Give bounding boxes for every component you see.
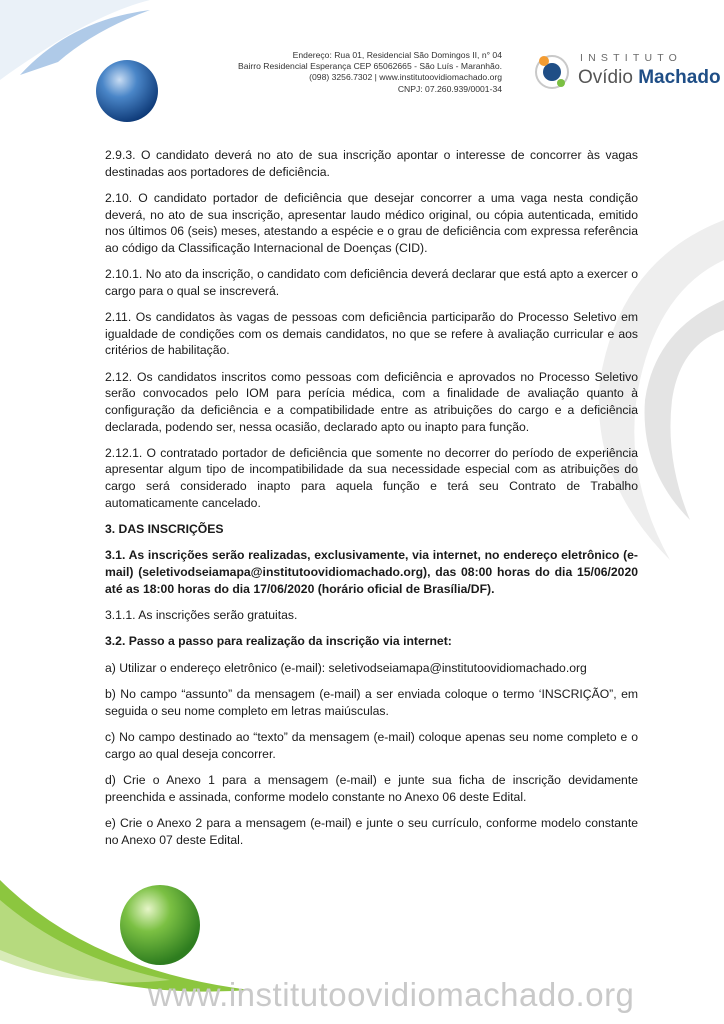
body-paragraph: 2.12.1. O contratado portador de deficiência que somente no decorrer do período de experiência apresentar algum tipo de incompatibilidade da sua necessidade especial com as atribuições do cargo será considerado inapto para aquela função e terá seu Contrato de Trabalho automaticamente cancelado. [105, 445, 638, 510]
address-line: (098) 3256.7302 | www.institutoovidiomachado.org [309, 72, 502, 83]
body-paragraph: 2.11. Os candidatos às vagas de pessoas com deficiência participarão do Processo Seletivo em igualdade de condições com os demais candidatos, no que se refere à avaliação curricular e aos critérios de habilitação. [105, 310, 638, 358]
logo-name-part2: Machado [638, 67, 721, 88]
body-paragraph: 2.9.3. O candidato deverá no ato de sua inscrição apontar o interesse de concorrer às vagas destinadas aos portadores de deficiência. [105, 148, 638, 179]
body-paragraph: 2.10. O candidato portador de deficiência que desejar concorrer a uma vaga nesta condição deverá, no ato de sua inscrição, apresentar laudo médico original, ou cópia autenticada, emitido nos últimos 06 (seis) meses, atestando a espécie e o grau de deficiência com expressa referência ao código da Classificação Internacional de Doenças (CID). [105, 190, 638, 255]
address-line: CNPJ: 07.260.939/0001-34 [397, 83, 502, 94]
body-paragraph: d) Crie o Anexo 1 para a mensagem (e-mail) e junte sua ficha de inscrição devidamente preenchida e assinada, conforme modelo constante no Anexo 06 deste Edital. [105, 773, 638, 804]
body-paragraph: e) Crie o Anexo 2 para a mensagem (e-mail) e junte o seu currículo, conforme modelo constante no Anexo 07 deste Edital. [105, 816, 638, 847]
logo-top-text: INSTITUTO [580, 52, 683, 64]
body-paragraph: 2.10.1. No ato da inscrição, o candidato com deficiência deverá declarar que está apto a exercer o cargo para o qual se inscreverá. [105, 267, 638, 298]
footer-url: www.institutoovidiomachado.org [148, 976, 635, 1013]
body-paragraph: 3.1.1. As inscrições serão gratuitas. [105, 608, 298, 623]
document-body [105, 147, 638, 858]
institute-logo [528, 48, 721, 94]
section-heading-paragraph: 3. DAS INSCRIÇÕES [105, 522, 224, 537]
logo-name [578, 67, 721, 89]
header-decoration [0, 0, 170, 140]
body-paragraph: b) No campo “assunto” da mensagem (e-mail) a ser enviada coloque o termo ‘INSCRIÇÃO”, em seguida o seu nome completo em letras maiúsculas. [105, 687, 638, 718]
header-address [172, 50, 502, 95]
body-paragraph: 2.12. Os candidatos inscritos como pessoas com deficiência e aprovados no Processo Seletivo serão convocados pelo IOM para perícia médica, com a finalidade de avaliação quanto à configuração da deficiência e a compatibilidade entre as atribuições do cargo e a deficiência declarada, podendo ser, nessa ocasião, declarado apto ou inapto para função. [105, 369, 638, 434]
address-line: Endereço: Rua 01, Residencial São Domingos II, n° 04 [292, 50, 502, 60]
logo-name-part1: Ovídio [578, 67, 639, 88]
body-paragraph: c) No campo destinado ao “texto” da mensagem (e-mail) coloque apenas seu nome completo e o cargo ao qual deseja concorrer. [105, 730, 638, 761]
logo-icon [528, 52, 574, 92]
section-heading-paragraph: 3.1. As inscrições serão realizadas, exclusivamente, via internet, no endereço eletrônico (e-mail) (seletivodseiamapa@institutoovidiomachado.org), das 08:00 horas do dia 15/06/2020 até as 18:00 horas do dia 17/06/2020 (horário oficial de Brasília/DF). [105, 548, 638, 596]
section-heading-paragraph: 3.2. Passo a passo para realização da inscrição via internet: [105, 634, 452, 649]
body-paragraph: a) Utilizar o endereço eletrônico (e-mail): seletivodseiamapa@institutoovidiomachado.org [105, 660, 587, 675]
address-line: Bairro Residencial Esperança CEP 65062665 - São Luís - Maranhão. [237, 61, 502, 72]
